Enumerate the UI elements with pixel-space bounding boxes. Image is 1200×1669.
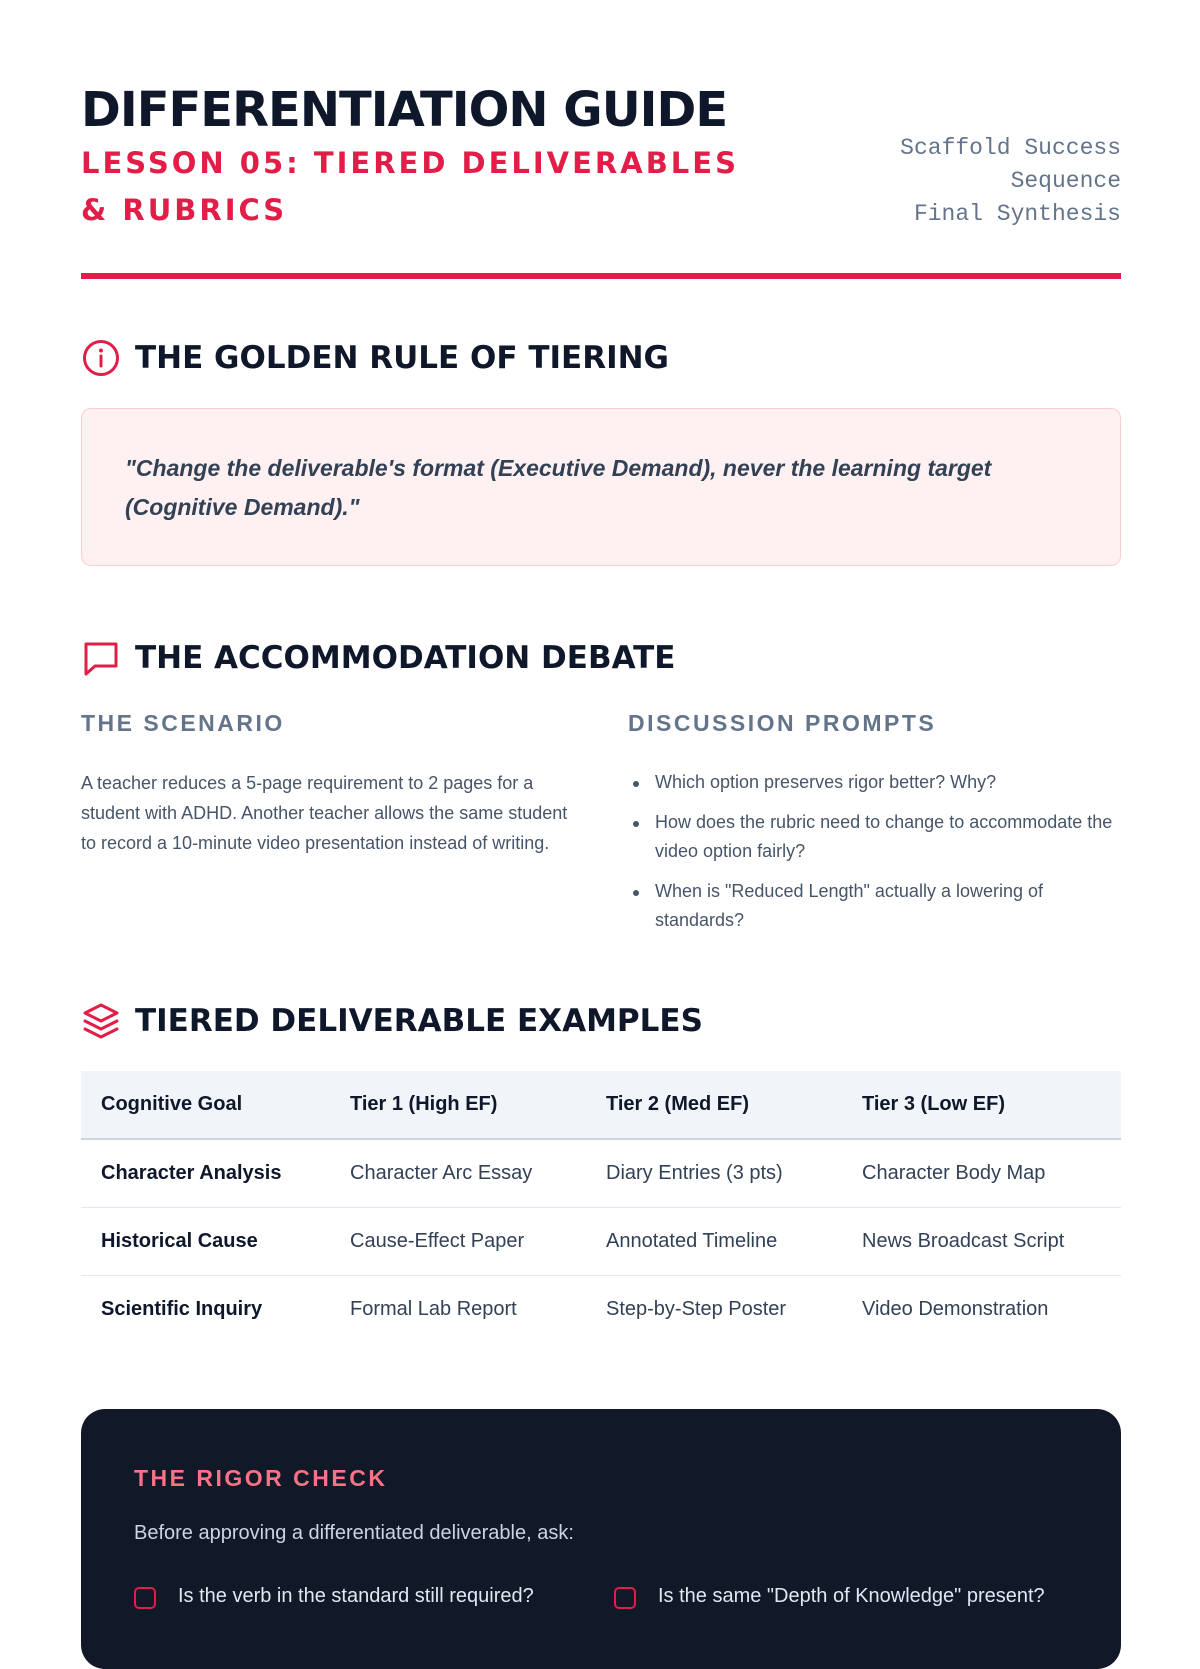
rigor-check-title: THE RIGOR CHECK [134, 1465, 388, 1491]
column-header: Tier 3 (Low EF) [842, 1071, 1121, 1139]
check-label: Is the verb in the standard still required? [178, 1585, 534, 1607]
prompts-label: DISCUSSION PROMPTS [628, 710, 937, 736]
column-header: Tier 1 (High EF) [330, 1071, 586, 1139]
rigor-check-panel [81, 1409, 1121, 1669]
table-cell: Diary Entries (3 pts) [586, 1139, 842, 1208]
section-title: THE GOLDEN RULE OF TIERING [135, 340, 669, 376]
debate-heading [81, 638, 676, 678]
discussion-prompts-list [628, 768, 1123, 946]
table-header-row [81, 1071, 1121, 1139]
lesson-subtitle: LESSON 05: TIERED DELIVERABLES & RUBRICS [81, 146, 739, 227]
golden-rule-quote: "Change the deliverable's format (Executive Demand), never the learning target (Cognitive Demand)." [125, 455, 992, 520]
layers-icon [81, 1001, 121, 1041]
table-cell: Formal Lab Report [350, 1298, 517, 1320]
header-meta [900, 132, 1121, 231]
meta-line: Final Synthesis [913, 201, 1121, 227]
header-divider [81, 273, 1121, 279]
table-cell: Historical Cause [81, 1208, 330, 1276]
table-cell: Scientific Inquiry [101, 1298, 263, 1320]
scenario-text: A teacher reduces a 5-page requirement to 2 pages for a student with ADHD. Another teacher allows the same student to record a 10-minute video presentation instead of writing. [81, 773, 568, 853]
column-header: Cognitive Goal [81, 1071, 330, 1139]
header [81, 0, 1121, 282]
table-cell: Video Demonstration [862, 1298, 1049, 1320]
table-row [81, 1208, 1121, 1276]
rigor-check-intro: Before approving a differentiated deliverable, ask: [134, 1522, 574, 1544]
table-cell: Annotated Timeline [586, 1208, 842, 1276]
info-circle-icon [81, 338, 121, 378]
meta-line: Sequence [1010, 168, 1121, 194]
rigor-check-item[interactable] [614, 1585, 1045, 1609]
section-title: TIERED DELIVERABLE EXAMPLES [135, 1003, 703, 1039]
check-label: Is the same "Depth of Knowledge" present? [658, 1585, 1045, 1607]
section-title: THE ACCOMMODATION DEBATE [135, 640, 676, 676]
checkbox[interactable] [614, 1587, 636, 1609]
column-header: Tier 2 (Med EF) [586, 1071, 842, 1139]
list-item: How does the rubric need to change to accommodate the video option fairly? [628, 808, 1123, 866]
guide-page [81, 0, 1121, 1607]
table-cell: Character Body Map [842, 1139, 1121, 1208]
golden-rule-heading [81, 338, 669, 378]
rigor-check-item[interactable] [134, 1585, 534, 1609]
table-row [81, 1139, 1121, 1208]
examples-heading [81, 1001, 703, 1041]
table-cell: Cause-Effect Paper [330, 1208, 586, 1276]
table-row [81, 1276, 1121, 1344]
tiered-deliverables-table [81, 1071, 1121, 1343]
scenario-label: THE SCENARIO [81, 710, 285, 736]
table-cell: News Broadcast Script [842, 1208, 1121, 1276]
checkbox[interactable] [134, 1587, 156, 1609]
list-item: When is "Reduced Length" actually a lowering of standards? [628, 877, 1123, 935]
chat-bubble-icon [81, 638, 121, 678]
list-item: Which option preserves rigor better? Why? [628, 768, 1123, 797]
table-cell: Character Arc Essay [330, 1139, 586, 1208]
meta-line: Scaffold Success [900, 135, 1121, 161]
table-cell: Step-by-Step Poster [606, 1298, 787, 1320]
golden-rule-callout [81, 408, 1121, 566]
table-cell: Character Analysis [81, 1139, 330, 1208]
page-title: DIFFERENTIATION GUIDE [81, 82, 728, 138]
